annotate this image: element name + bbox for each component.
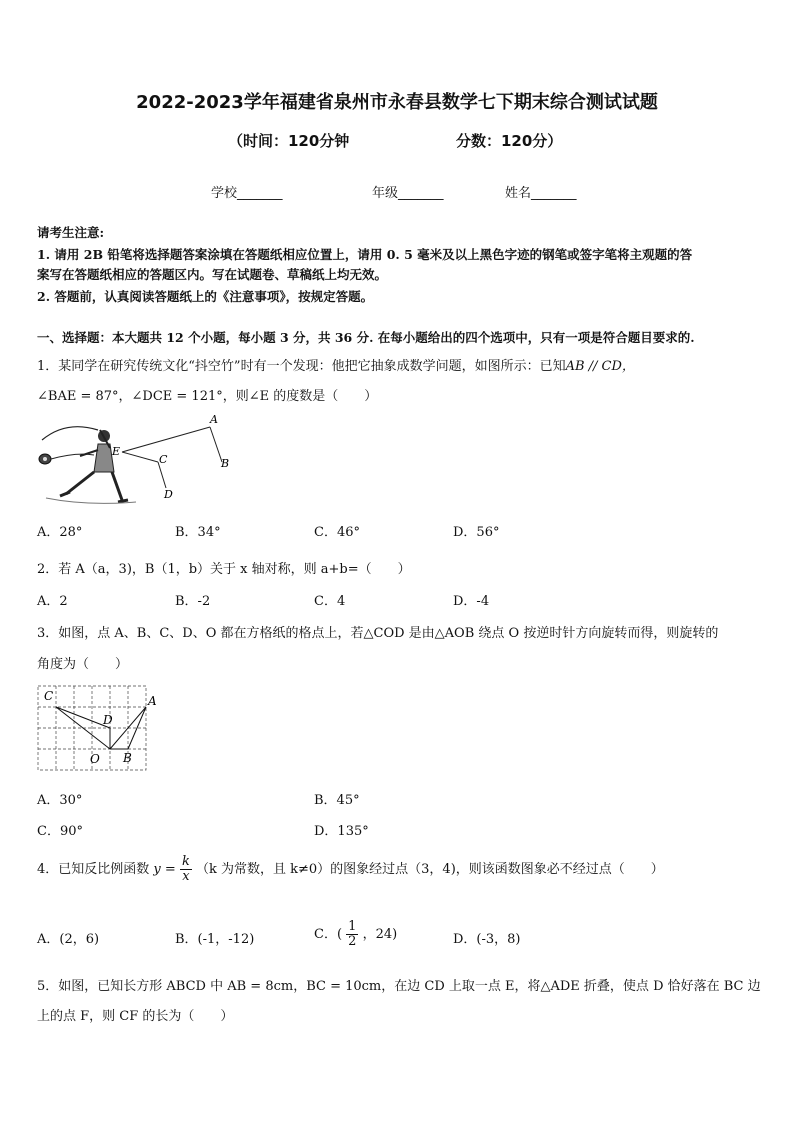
q1-option-a[interactable]: A．28° [37,525,83,540]
segment-EA [122,427,210,452]
q4-option-c-suffix: ，24) [362,926,398,942]
q1-option-c[interactable]: C．46° [314,525,360,540]
section-heading: 一、选择题：本大题共 12 个小题，每小题 3 分，共 36 分. 在每小题给出的四个选项中，只有一项是符合题目要求的. [37,330,695,345]
q2-option-b[interactable]: B．-2 [175,594,211,609]
segment-CD [56,707,110,728]
q4-stem [37,855,664,885]
q1-option-b[interactable]: B．34° [175,525,221,540]
notice-line-3: 2. 答题前，认真阅读答题纸上的《注意事项》，按规定答题。 [37,289,374,304]
paper-title: 2022-2023学年福建省泉州市永春县数学七下期末综合测试试题 [136,92,658,113]
q1-line-1 [37,355,635,374]
q1-label-B: B [221,457,230,470]
q4-option-c-denominator: 2 [348,934,357,950]
q1-figure [36,410,246,515]
q5-line-1: 5．如图，已知长方形 ABCD 中 AB = 8cm，BC = 10cm，在边 CD 上取一点 E，将△ADE 折叠，使点 D 恰好落在 BC 边 [37,979,761,994]
notice-line-1: 1. 请用 2B 铅笔将选择题答案涂填在答题纸相应位置上，请用 0. 5 毫米及以上黑色字迹的钢笔或签字笔将主观题的答 [37,247,693,262]
q1-label-D: D [164,488,173,501]
q1-condition: AB // CD， [565,359,635,374]
exam-time: （时间：120分钟 [228,132,350,150]
q3-label-O: O [90,752,100,766]
q2-option-c[interactable]: C．4 [314,594,346,609]
q1-stem: 1．某同学在研究传统文化“抖空竹”时有一个发现：他把它抽象成数学问题，如图所示：已知 [37,359,566,374]
exam-score: 分数：120分） [456,132,563,150]
q4-option-b[interactable]: B．(-1，-12) [175,932,255,947]
q3-option-a[interactable]: A．30° [37,793,83,808]
q3-option-c[interactable]: C．90° [37,824,83,839]
q4-option-a[interactable]: A．(2，6) [37,932,100,947]
notice-heading: 请考生注意: [37,225,105,240]
q4-y: y = [153,861,176,877]
q4-fraction [180,855,192,885]
q3-option-b[interactable]: B．45° [314,793,360,808]
q3-label-D: D [103,713,113,727]
q2-option-a[interactable]: A．2 [37,594,68,609]
q4-suffix: （k 为常数，且 k≠0）的图象经过点（3，4)，则该函数图象必不经过点（ ） [195,861,664,877]
grade-field: 年级_______ [372,186,444,201]
q4-numerator: k [181,854,190,869]
q4-option-c-numerator: 1 [348,919,357,934]
q1-label-A: A [210,413,218,426]
q3-line-1: 3．如图，点 A、B、C、D、O 都在方格纸的格点上，若△COD 是由△AOB 绕点 O 按逆时针方向旋转而得，则旋转的 [37,626,719,641]
q4-option-c-fraction [346,920,358,950]
notice-line-2: 案写在答题纸相应的答题区内。写在试题卷、草稿纸上均无效。 [37,267,388,282]
q5-line-2: 上的点 F，则 CF 的长为（ ） [37,1009,234,1024]
q1-option-d[interactable]: D．56° [453,525,500,540]
q3-label-B: B [123,751,132,765]
q3-label-C: C [44,689,54,703]
q1-line-2: ∠BAE = 87°，∠DCE = 121°，则∠E 的度数是（ ） [37,389,378,404]
school-field: 学校_______ [211,186,283,201]
q3-option-d[interactable]: D．135° [314,824,369,839]
angle-diagram [122,427,222,488]
q3-label-A: A [148,694,157,708]
q1-label-E: E [112,445,121,458]
q3-line-2: 角度为（ ） [37,657,129,672]
kongzhu-player-illustration [39,427,136,504]
q2-stem: 2．若 A（a，3)，B（1，b）关于 x 轴对称，则 a+b=（ ） [37,562,411,577]
q1-label-C: C [159,453,168,466]
q4-option-c[interactable] [314,920,397,950]
name-field: 姓名_______ [505,186,577,201]
q4-denominator: x [182,869,190,885]
q4-option-c-prefix: C．( [314,926,343,942]
q4-option-d[interactable]: D．(-3，8) [453,932,521,947]
q4-prefix: 4．已知反比例函数 [37,861,150,877]
q3-grid-figure [36,684,164,772]
segment-EC [122,452,158,462]
q2-option-d[interactable]: D．-4 [453,594,490,609]
